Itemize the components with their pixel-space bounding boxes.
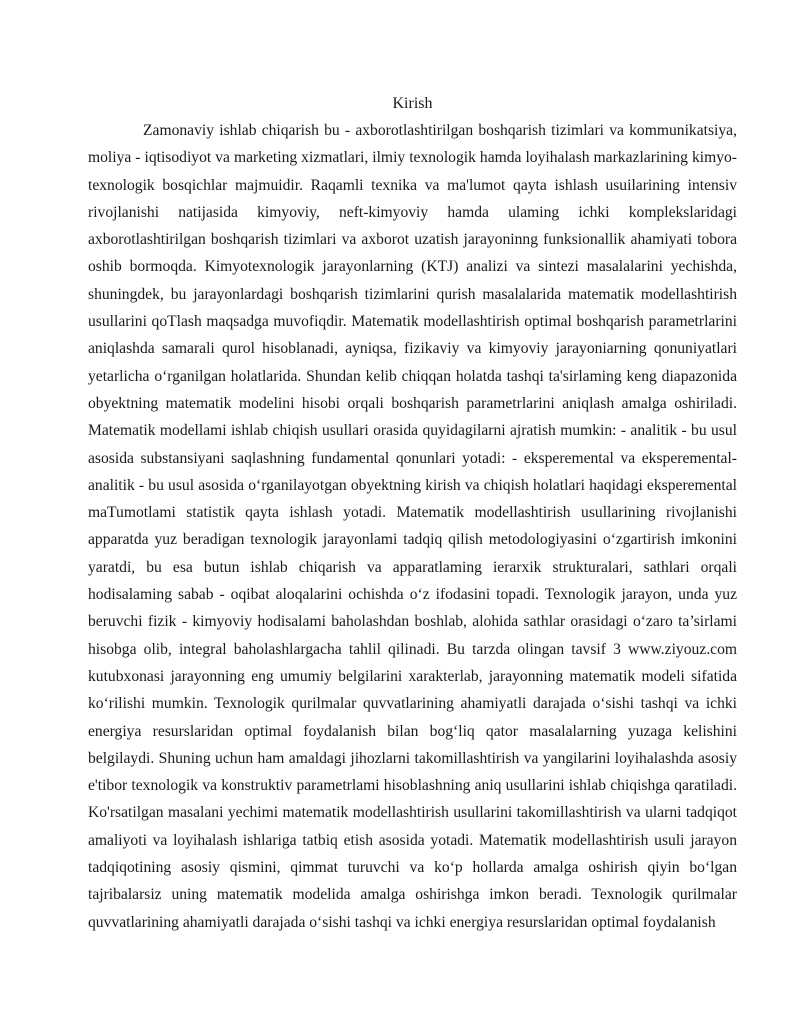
body-paragraph: Zamonaviy ishlab chiqarish bu - axborotlashtirilgan boshqarish tizimlari va kommunikatsiya, moliya - iqtisodiyot va marketing xizmatlari, ilmiy texnologik hamda loyihalash markazlarining kimyo-texnologik bosqichlar majmuidir. Raqamli texnika va ma'lumot qayta ishlash usuilarining intensiv rivojlanishi natijasida kimyoviy, neft-kimyoviy hamda ulaming ichki komplekslaridagi axborotlashtirilgan boshqarish tizimlari va axborot uzatish jarayoninng funksionallik ahamiyati tobora oshib bormoqda. Kimyotexnologik jarayonlarning (KTJ) analizi va sintezi masalalarini yechishda, shuningdek, bu jarayonlardagi boshqarish tizimlarini qurish masalalarida matematik modellashtirish usullarini qoTlash maqsadga muvofiqdir. Matematik modellashtirish optimal boshqarish parametrlarini aniqlashda samarali qurol hisoblanadi, ayniqsa, fizikaviy va kimyoviy jarayoniarning qonuniyatlari yetarlicha o‘rganilgan holatlarida. Shundan kelib chiqqan holatda tashqi ta'sirlaming keng diapazonida obyektning matematik modelini hisobi orqali boshqarish parametrlarini aniqlash amalga oshiriladi. Matematik modellami ishlab chiqish usullari orasida quyidagilarni ajratish mumkin: - analitik - bu usul asosida substansiyani saqlashning fundamental qonunlari yotadi: - eksperemental va eksperemental-analitik - bu usul asosida o‘rganilayotgan obyektning kirish va chiqish holatlari haqidagi eksperemental maTumotlami statistik qayta ishlash yotadi. Matematik modellashtirish usullarining rivojlanishi apparatda yuz beradigan texnologik jarayonlami tadqiq qilish metodologiyasini o‘zgartirish imkonini yaratdi, bu esa butun ishlab chiqarish va apparatlaming ierarxik strukturalari, sathlari orqali hodisalaming sabab - oqibat aloqalarini ochishda o‘z ifodasini topadi. Texnologik jarayon, unda yuz beruvchi fizik - kimyoviy hodisalami baholashdan boshlab, alohida sathlar orasidagi o‘zaro ta’sirlami hisobga olib, integral baholashlargacha tahlil qilinadi. Bu tarzda olingan tavsif 3 www.ziyouz.com kutubxonasi jarayonning eng umumiy belgilarini xarakterlab, jarayonning matematik modeli sifatida ko‘rilishi mumkin. Texnologik qurilmalar quvvatlarining ahamiyatli darajada o‘sishi tashqi va ichki energiya resurslaridan optimal foydalanish bilan bog‘liq qator masalalarning yuzaga kelishini belgilaydi. Shuning uchun ham amaldagi jihozlarni takomillashtirish va yangilarini loyihalashda asosiy e'tibor texnologik va konstruktiv parametrlami hisoblashning aniq usullarini ishlab chiqishga qaratiladi. Ko'rsatilgan masalani yechimi matematik modellashtirish usullarini takomillashtirish va ularni tadqiqot amaliyoti va loyihalash ishlariga tatbiq etish asosida yotadi. Matematik modellashtirish usuli jarayon tadqiqotining asosiy qismini, qimmat turuvchi va ko‘p hollarda amalga oshirish qiyin bo‘lgan tajribalarsiz uning matematik modelida amalga oshirishga imkon beradi. Texnologik qurilmalar quvvatlarining ahamiyatli darajada o‘sishi tashqi va ichki energiya resurslaridan optimal foydalanish [88,122,737,931]
page-title: Kirish [392,95,433,112]
document-page [88,91,737,936]
